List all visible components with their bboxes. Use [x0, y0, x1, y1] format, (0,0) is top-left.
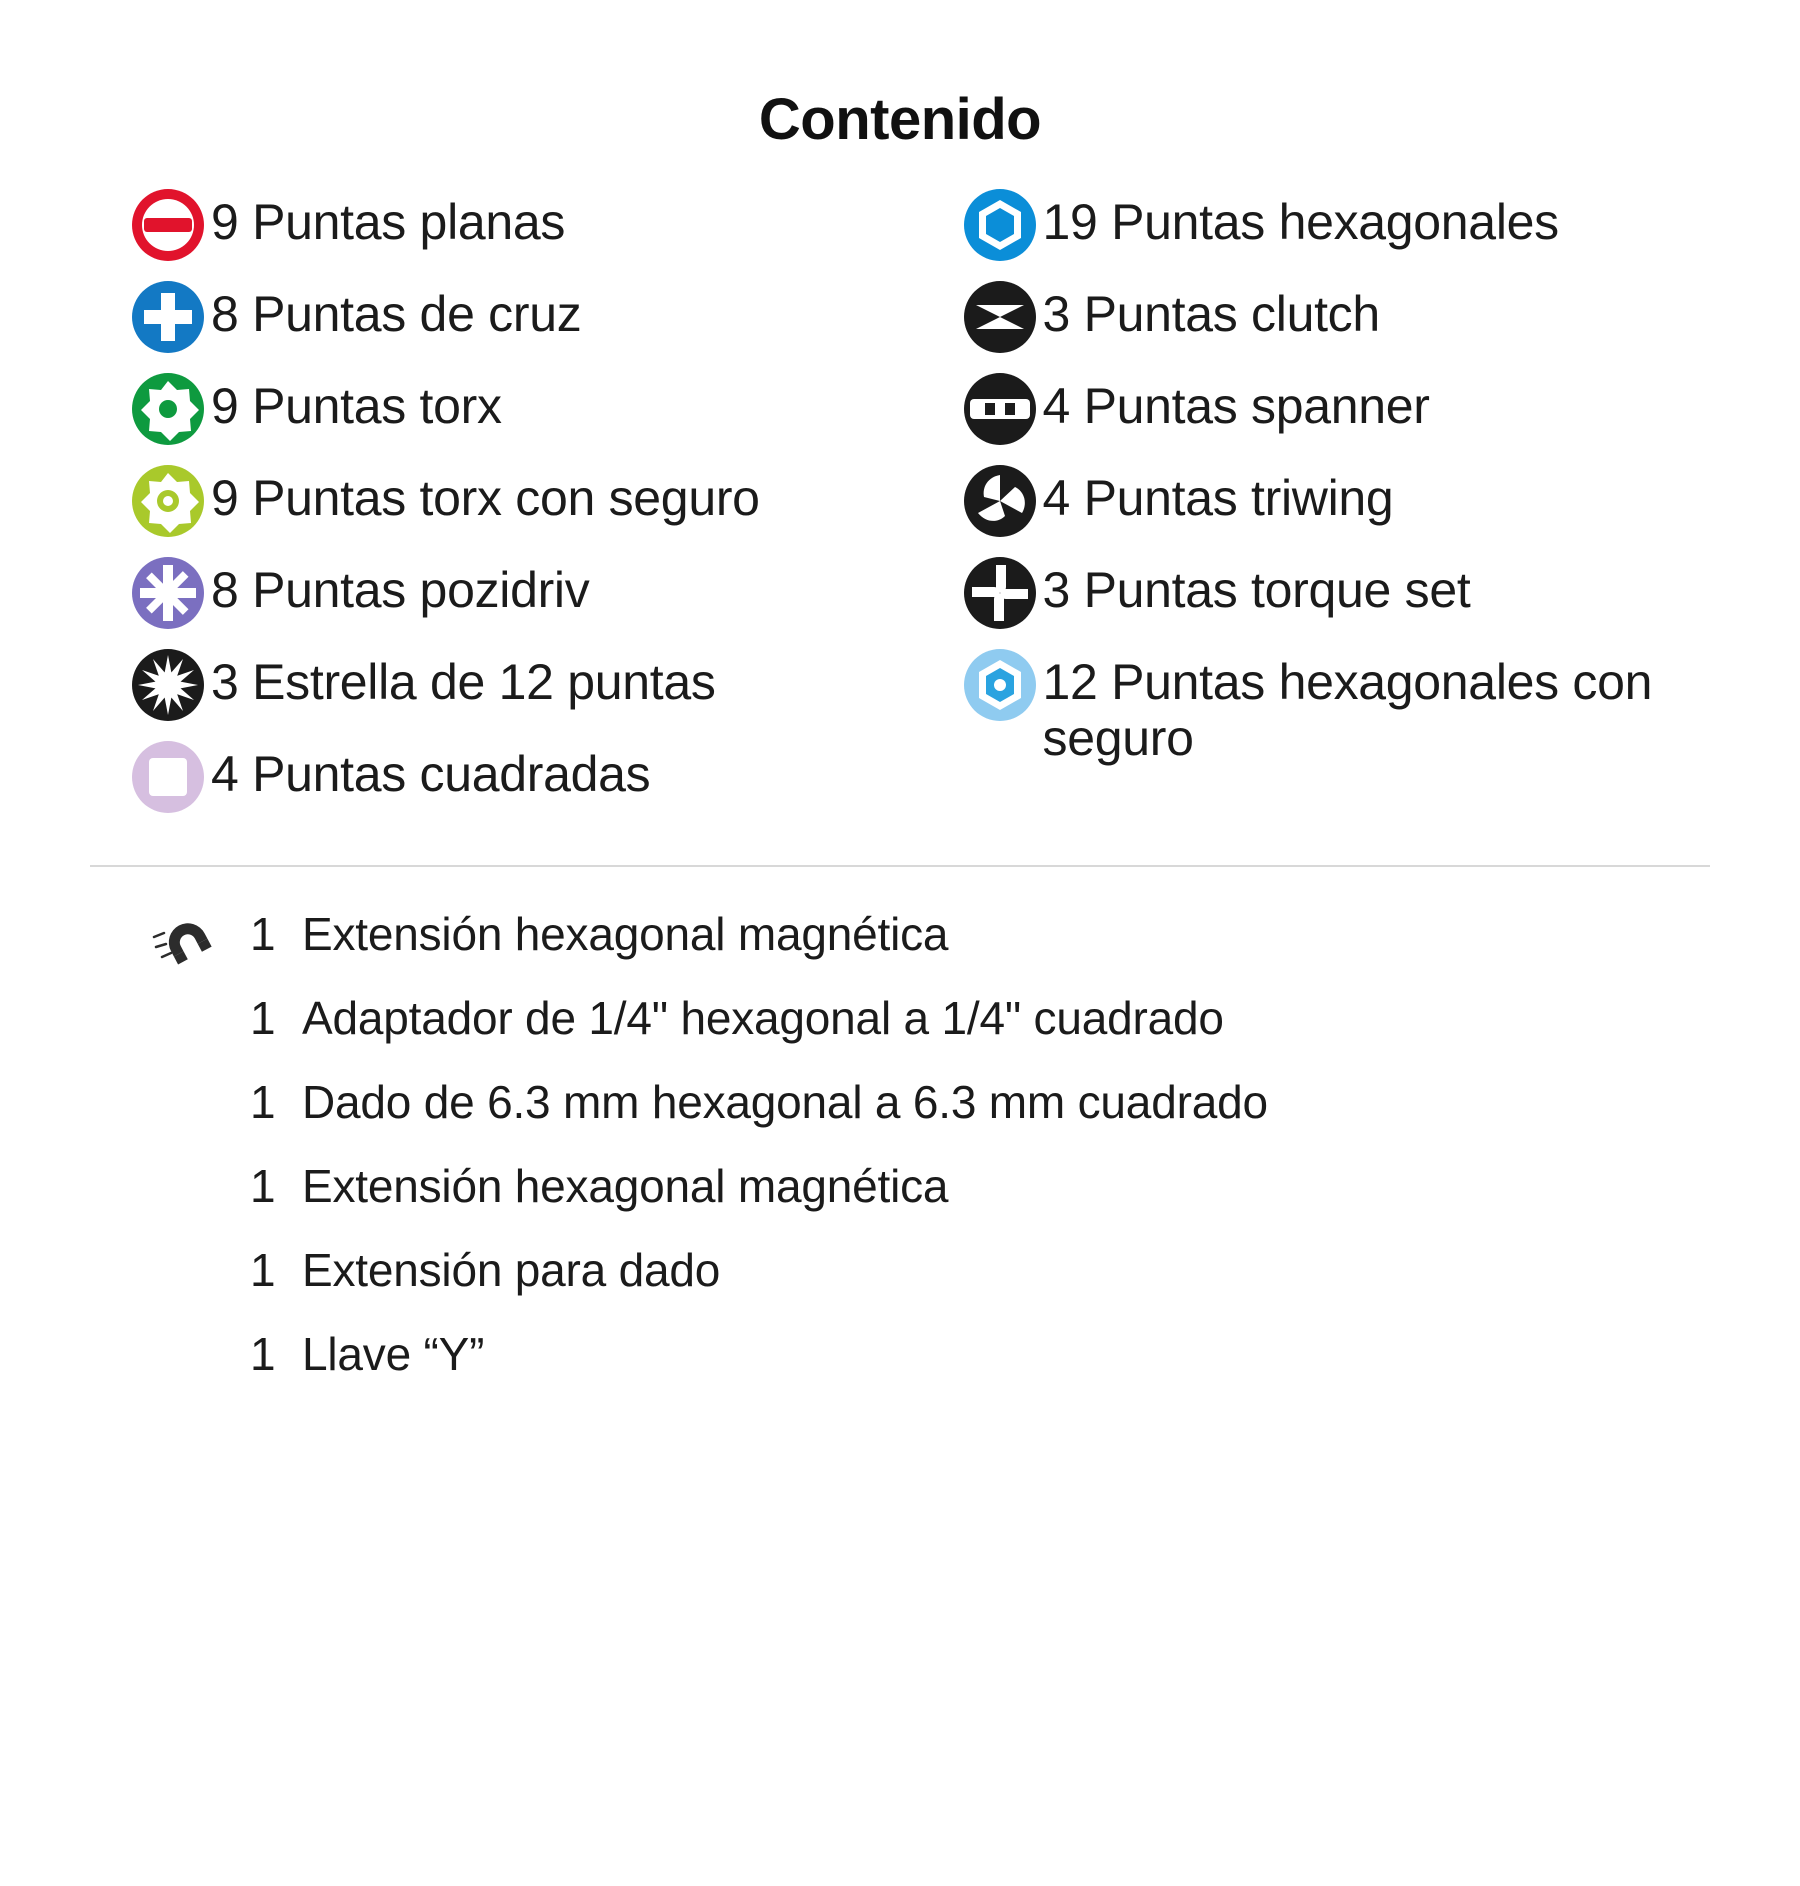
torx-bit-icon [125, 371, 211, 447]
accessory-qty: 1 [250, 1328, 276, 1380]
accessory-label: Extensión hexagonal magnética [302, 908, 949, 960]
torx-security-bit-icon [125, 463, 211, 539]
accessory-label: Extensión para dado [302, 1244, 721, 1296]
accessory-label: Llave “Y” [302, 1328, 485, 1380]
spacer-icon [140, 1075, 250, 1135]
list-item [125, 555, 899, 633]
list-item-label: 9 Puntas torx con seguro [211, 470, 760, 526]
page-title: Contenido [758, 87, 1042, 152]
spacer-icon [140, 991, 250, 1051]
bits-right-column [929, 187, 1731, 780]
list-item-label: 8 Puntas pozidriv [211, 562, 590, 618]
list-item [957, 555, 1731, 633]
accessory-label: Extensión hexagonal magnética [302, 1160, 949, 1212]
clutch-bit-icon [957, 279, 1043, 355]
contenido-page [0, 86, 1800, 1886]
phillips-bit-icon [125, 279, 211, 355]
list-item [957, 647, 1731, 766]
hex-bit-icon [957, 187, 1043, 263]
list-item [140, 907, 1730, 967]
list-item-label: 3 Puntas torque set [1042, 562, 1471, 618]
accessories-list [70, 907, 1730, 1387]
list-item-label: 8 Puntas de cruz [211, 286, 582, 342]
list-item-label: 12 Puntas hexagonales con seguro [1042, 654, 1653, 766]
list-item-label: 4 Puntas triwing [1042, 470, 1394, 526]
list-item-label: 3 Puntas clutch [1042, 286, 1380, 342]
list-item-label: 4 Puntas cuadradas [211, 746, 651, 802]
square-bit-icon [125, 739, 211, 815]
accessory-qty: 1 [250, 1076, 276, 1128]
flat-bit-icon [125, 187, 211, 263]
accessory-qty: 1 [250, 908, 276, 960]
bits-left-column [70, 187, 899, 831]
list-item [140, 991, 1730, 1051]
magnet-icon [140, 907, 250, 967]
list-item [140, 1327, 1730, 1387]
pozidriv-bit-icon [125, 555, 211, 631]
accessory-qty: 1 [250, 1244, 276, 1296]
accessory-qty: 1 [250, 992, 276, 1044]
triwing-bit-icon [957, 463, 1043, 539]
spacer-icon [140, 1243, 250, 1303]
hex-security-bit-icon [957, 647, 1043, 723]
bits-columns [70, 187, 1730, 831]
twelve-point-star-bit-icon [125, 647, 211, 723]
list-item-label: 9 Puntas planas [211, 194, 566, 250]
list-item-label: 19 Puntas hexagonales [1042, 194, 1559, 250]
list-item [125, 371, 899, 449]
accessory-qty: 1 [250, 1160, 276, 1212]
list-item [957, 187, 1731, 265]
spacer-icon [140, 1327, 250, 1387]
torque-set-bit-icon [957, 555, 1043, 631]
list-item [140, 1159, 1730, 1219]
list-item-label: 9 Puntas torx [211, 378, 502, 434]
spanner-bit-icon [957, 371, 1043, 447]
list-item [140, 1075, 1730, 1135]
list-item [125, 739, 899, 817]
spacer-icon [140, 1159, 250, 1219]
list-item [957, 463, 1731, 541]
list-item-label: 4 Puntas spanner [1042, 378, 1430, 434]
list-item [125, 463, 899, 541]
list-item [125, 279, 899, 357]
section-divider [90, 865, 1710, 867]
list-item [140, 1243, 1730, 1303]
accessory-label: Adaptador de 1/4" hexagonal a 1/4" cuadrado [302, 992, 1224, 1044]
list-item [957, 279, 1731, 357]
accessory-label: Dado de 6.3 mm hexagonal a 6.3 mm cuadrado [302, 1076, 1268, 1128]
list-item-label: 3 Estrella de 12 puntas [211, 654, 716, 710]
list-item [125, 187, 899, 265]
list-item [957, 371, 1731, 449]
list-item [125, 647, 899, 725]
